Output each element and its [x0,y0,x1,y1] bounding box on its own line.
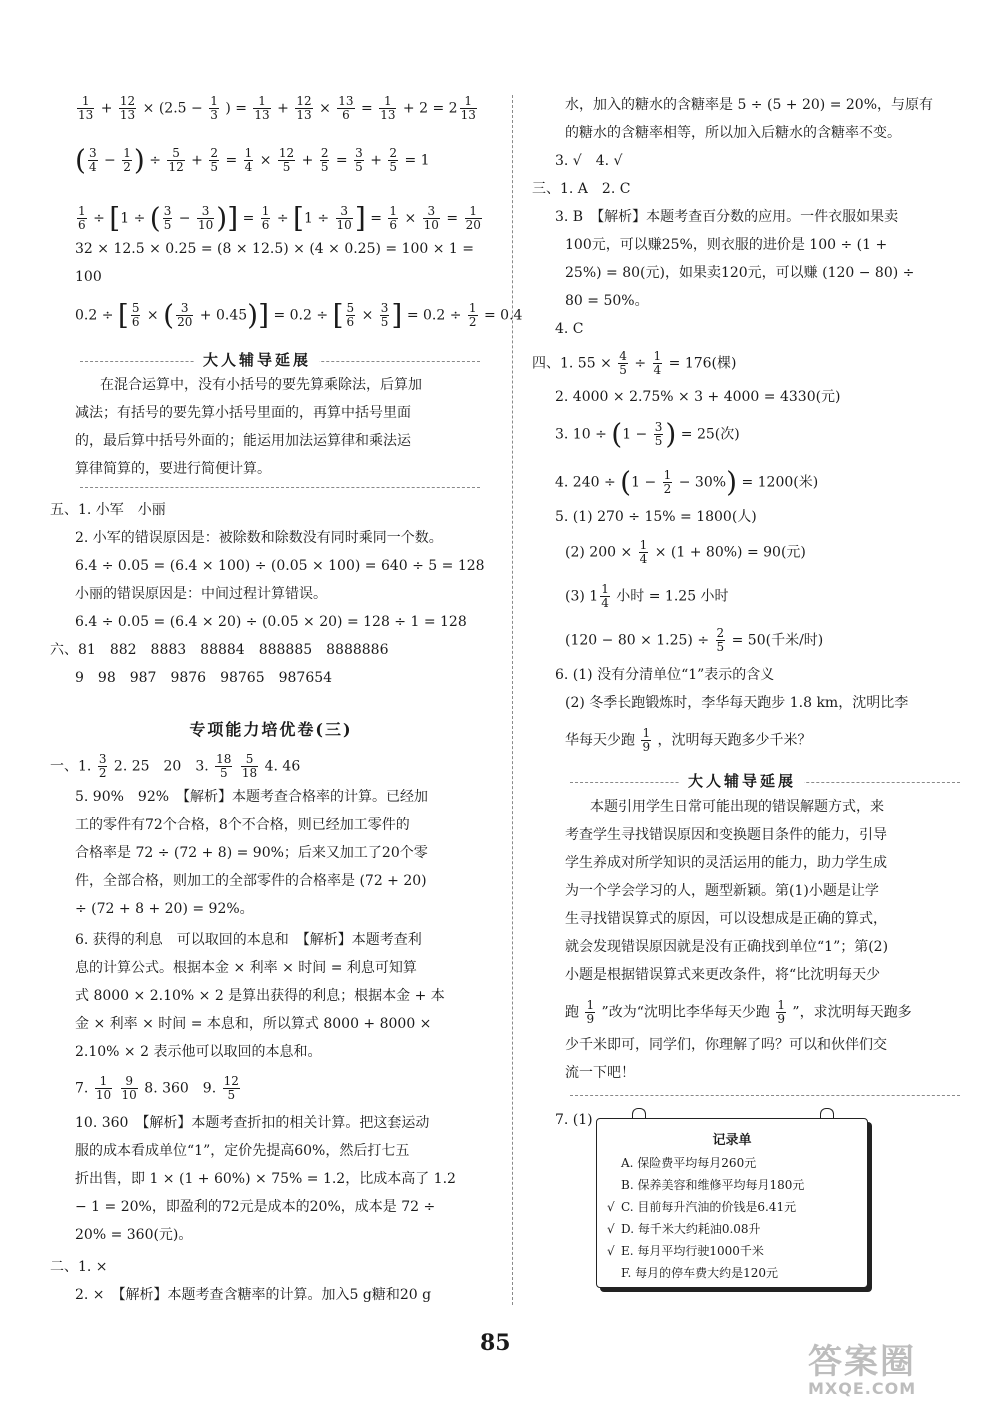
note-line: 算律简算的，要进行简便计算。 [75,461,271,477]
answer-line: 金 × 利率 × 时间 = 本息和，所以算式 8000 + 8000 × [75,1016,432,1032]
answer-line: 二、1. × [50,1259,108,1275]
answer-line: 息的计算公式。根据本金 × 利率 × 时间 = 利息可知算 [75,960,417,976]
answer-line: (3) 1 $\frac{1}{4}$ 小时 = 1.25 小时 [565,582,729,610]
answer-line: 25%) = 80(元)，如果卖120元，可以赚 (120 − 80) ÷ [565,265,915,281]
answer-line: 5. 90% 92% 【解析】本题考查合格率的计算。已经加 [75,789,429,805]
answer-line: 100元，可以赚25%，则衣服的进价是 100 ÷ (1 + [565,237,888,253]
answer-line: 服的成本看成单位“1”，定价先提高60%，然后打七五 [75,1143,410,1159]
note-line: 为一个学会学习的人，题型新颖。第(1)小题是让学 [565,883,879,899]
answer-line: 四、1. 55 × $\frac{4}{5}$ ÷ $\frac{1}{4}$ = 176(棵) [532,349,737,377]
answer-line: 六、81 882 8883 88884 888885 8888886 [50,642,389,658]
note-line: 就会发现错误原因就是没有正确找到单位“1”；第(2) [565,939,889,955]
record-item: E. 每月平均行驶1000千米 [621,1244,764,1258]
banner-title: 大人辅导延展 [195,349,319,370]
answer-line: (2) 200 × $\frac{1}{4}$ × (1 + 80%) = 90(元) [565,538,806,566]
note-line: 考查学生寻找错误原因和变换题目条件的能力，引导 [565,827,887,843]
check-icon: √ [607,1200,615,1214]
answer-line: 5. (1) 270 ÷ 15% = 1800(人) [555,509,757,525]
answer-line: (120 − 80 × 1.25) ÷ $\frac{2}{5}$ = 50(千米/时) [565,626,824,654]
answer-line: 3. 10 ÷ (1 − $\frac{3}{5}$ ) = 25(次) [555,417,740,451]
section-title: 专项能力培优卷(三) [189,720,353,739]
record-card [596,1118,868,1288]
calc-line-2: ( $\frac{3}{4}$ − $\frac{1}{2}$ ) ÷ $\frac{5}{12}$ + $\frac{2}{5}$ = $\frac{1}{4}$ × $\frac{12}{5}$ + $\frac{2}{5}$ = $\frac{3}{5}$ + $\frac{2}{5}$ = 1 [75,143,430,177]
answer-line: 三、1. A 2. C [532,181,631,197]
note-line: 学生养成对所学知识的灵活运用的能力，助力学生成 [565,855,887,871]
answer-line: 7. $\frac{1}{10}$ $\frac{9}{10}$ 8. 360 9. $\frac{12}{5}$ [75,1074,239,1102]
answer-line: 2. 小军的错误原因是：被除数和除数没有同时乘同一个数。 [75,530,443,546]
answer-line: 小丽的错误原因是：中间过程计算错误。 [75,586,327,602]
answer-line: 10. 360 【解析】本题考查折扣的相关计算。把这套运动 [75,1115,430,1131]
banner-title: 大人辅导延展 [680,770,804,791]
note-line: 流一下吧！ [565,1065,635,1081]
watermark-main: 答案圈 [808,1342,916,1382]
answer-line: 工的零件有72个合格，8个不合格，则已经加工零件的 [75,817,410,833]
column-divider [512,95,513,1305]
answer-line: 水，加入的糖水的含糖率是 5 ÷ (5 + 20) = 20%，与原有 [565,97,934,113]
record-title: 记录单 [712,1133,752,1148]
note-line: 跑 $\frac{1}{9}$ ”改为“沈明比李华每天少跑 $\frac{1}{9}$ ”，求沈明每天跑多 [565,998,912,1026]
note-line: 少千米即可，同学们，你理解了吗？可以和伙伴们交 [565,1037,887,1053]
answer-line: − 1 = 20%，即盈利的72元是成本的20%，成本是 72 ÷ [75,1199,436,1215]
answer-line: 2.10% × 2 表示他可以取回的本息和。 [75,1044,322,1060]
answer-line: 式 8000 × 2.10% × 2 是算出获得的利息；根据本金 + 本 [75,988,445,1004]
record-item: A. 保险费平均每月260元 [621,1156,757,1170]
watermark-sub: MXQE.COM [808,1379,917,1398]
answer-line: 4. 240 ÷ (1 − $\frac{1}{2}$ − 30%) = 1200(米) [555,465,819,499]
answer-line: 件，全部合格，则加工的全部零件的合格率是 (72 + 20) [75,873,427,889]
answer-line: 的糖水的含糖率相等，所以加入后糖水的含糖率不变。 [565,125,901,141]
answer-line: 6.4 ÷ 0.05 = (6.4 × 100) ÷ (0.05 × 100) = 640 ÷ 5 = 128 [75,558,485,574]
answer-line: (2) 冬季长跑锻炼时，李华每天跑步 1.8 km，沈明比李 [565,695,909,711]
note-line: 生寻找错误算式的原因，可以设想成是正确的算式， [565,911,887,927]
check-icon: √ [607,1222,615,1236]
answer-line: 80 = 50%。 [565,293,649,309]
answer-line: 7. (1) [555,1112,593,1128]
answer-line: ÷ (72 + 8 + 20) = 92%。 [75,901,254,917]
answer-line: 6. 获得的利息 可以取回的本息和 【解析】本题考查利 [75,932,422,948]
banner-rule-bottom [570,1095,960,1096]
record-item: B. 保养美容和维修平均每月180元 [621,1178,805,1192]
answer-line: 2. 4000 × 2.75% × 3 + 4000 = 4330(元) [555,389,841,405]
answer-line: 合格率是 72 ÷ (72 + 8) = 90%；后来又加工了20个零 [75,845,428,861]
answer-line: 华每天少跑 $\frac{1}{9}$ ，沈明每天跑多少千米？ [565,726,812,754]
answer-line: 20% = 360(元)。 [75,1227,193,1243]
answer-line: 2. × 【解析】本题考查含糖率的计算。加入5 g糖和20 g [75,1287,432,1303]
answer-line: 6.4 ÷ 0.05 = (6.4 × 20) ÷ (0.05 × 20) = 128 ÷ 1 = 128 [75,614,467,630]
calc-line-4b: 100 [75,269,102,285]
record-item: D. 每千米大约耗油0.08升 [621,1222,761,1236]
note-line: 减法；有括号的要先算小括号里面的，再算中括号里面 [75,405,411,421]
calc-line-4: 32 × 12.5 × 0.25 = (8 × 12.5) × (4 × 0.25) = 100 × 1 = [75,241,475,257]
record-item: F. 每月的停车费大约是120元 [621,1266,778,1280]
calc-line-5: 0.2 ÷ [ $\frac{5}{6}$ × ( $\frac{3}{20}$ + 0.45)] = 0.2 ÷ [ $\frac{5}{6}$ × $\frac{3}{5}$ ] = 0.2 ÷ $\frac{1}{2}$ = 0.4 [75,298,523,332]
calc-line-1: $\frac{1}{13}$ + $\frac{12}{13}$ × (2.5 − $\frac{1}{3}$ ) = $\frac{1}{13}$ + $\frac{12}{13}$ × $\frac{13}{6}$ = $\frac{1}{13}$ + 2 = 2 $\frac{1}{13}$ [78,94,476,122]
page-number: 85 [480,1330,511,1356]
answer-line: 3. B 【解析】本题考查百分数的应用。一件衣服如果卖 [555,209,899,225]
note-line: 本题引用学生日常可能出现的错误解题方式，来 [590,799,884,815]
answer-line: 9 98 987 9876 98765 987654 [75,670,333,686]
calc-line-3: $\frac{1}{6}$ ÷ [1 ÷ ( $\frac{3}{5}$ − $\frac{3}{10}$ )] = $\frac{1}{6}$ ÷ [1 ÷ $\frac{3}{10}$ ] = $\frac{1}{6}$ × $\frac{3}{10}$ = $\frac{1}{20}$ [78,201,481,235]
watermark-logo [808,1334,916,1398]
record-item: C. 目前每升汽油的价钱是6.41元 [621,1200,797,1214]
banner-rule-bottom [80,487,480,488]
answer-line: 3. √ 4. √ [555,153,623,169]
note-line: 的，最后算中括号外面的；能运用加法运算律和乘法运 [75,433,411,449]
check-icon: √ [607,1244,615,1258]
answer-line: 4. C [555,321,584,337]
note-line: 小题是根据错误算式来更改条件，将“比沈明每天少 [565,967,881,983]
answer-line: 6. (1) 没有分清单位“1”表示的含义 [555,667,775,683]
answer-line: 五、1. 小军 小丽 [50,502,166,518]
note-line: 在混合运算中，没有小括号的要先算乘除法，后算加 [100,377,422,393]
answer-line: 折出售，即 1 × (1 + 60%) × 75% = 1.2，比成本高了 1.2 [75,1171,456,1187]
answer-line: 一、1. $\frac{3}{2}$ 2. 25 20 3. $\frac{18}{5}$ $\frac{5}{18}$ 4. 46 [50,752,301,780]
